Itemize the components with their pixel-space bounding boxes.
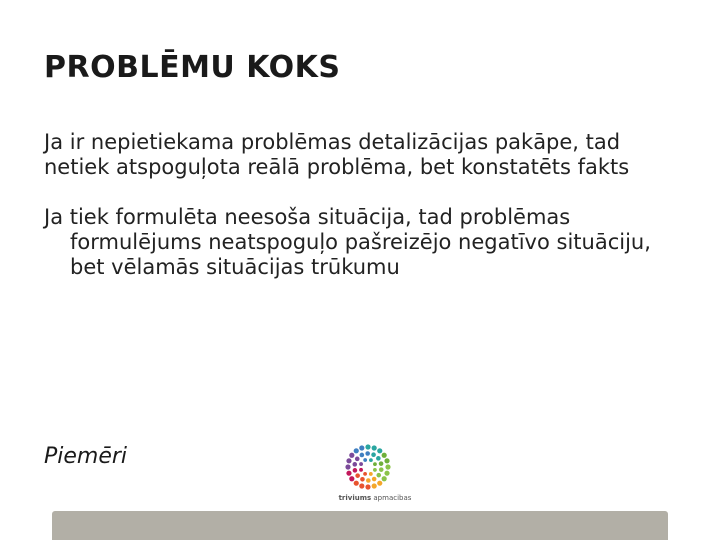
logo-dot <box>365 451 370 456</box>
logo-dot <box>360 477 365 482</box>
logo-dot <box>359 462 363 466</box>
logo-dot <box>354 448 359 453</box>
logo-dot <box>377 481 382 486</box>
logo-dot <box>365 484 370 489</box>
logo-dot <box>369 458 373 462</box>
logo-dot <box>377 448 382 453</box>
logo-dot <box>379 467 384 472</box>
logo-dot <box>382 476 387 481</box>
logo-text <box>330 494 420 502</box>
logo-dot <box>372 483 377 488</box>
logo-dot <box>385 464 390 469</box>
paragraph-line: Ja ir nepietiekama problēmas detalizācijas pakāpe, tad <box>44 130 621 154</box>
logo-dot <box>352 462 357 467</box>
logo-dot <box>346 458 351 463</box>
logo-dot <box>384 458 389 463</box>
logo-dot <box>366 478 371 483</box>
logo-dot <box>369 472 373 476</box>
examples-label: Piemēri <box>44 444 128 469</box>
paragraph-spacer <box>44 180 684 205</box>
logo-dot <box>363 472 367 476</box>
logo-dot <box>379 461 384 466</box>
logo-dot <box>384 471 389 476</box>
logo-dot <box>371 452 376 457</box>
logo-dot <box>382 453 387 458</box>
footer-bar <box>52 511 668 540</box>
logo-dot <box>360 453 365 458</box>
logo-dot <box>354 481 359 486</box>
logo-dot <box>353 468 358 473</box>
logo-dot <box>359 468 363 472</box>
logo-dot <box>345 464 350 469</box>
logo-dot <box>376 473 381 478</box>
logo-dot <box>372 477 377 482</box>
logo-dot <box>359 483 364 488</box>
logo-dot <box>376 456 381 461</box>
logo-name-rest: apmacibas <box>371 494 412 502</box>
logo-name-bold: triviums <box>338 494 372 502</box>
logo-dot <box>373 462 377 466</box>
logo-dot <box>355 473 360 478</box>
triviums-logo <box>330 443 420 505</box>
slide-title: PROBLĒMU KOKS <box>44 50 341 85</box>
logo-dot <box>372 445 377 450</box>
logo-dot <box>359 445 364 450</box>
logo-mark-icon <box>338 443 398 493</box>
logo-dot <box>373 468 377 472</box>
paragraph: Ja tiek formulēta neesoša situācija, tad problēmas formulējums neatspoguļo pašreizējo negatīvo situāciju, bet vēlamās situācijas trūkumu <box>44 205 651 279</box>
slide-body <box>44 130 684 280</box>
logo-dot <box>355 457 360 462</box>
logo-dot <box>346 471 351 476</box>
logo-dot <box>365 444 370 449</box>
logo-dot <box>349 476 354 481</box>
paragraph-line: netiek atspoguļota reālā problēma, bet konstatēts fakts <box>44 155 630 179</box>
logo-dot <box>363 458 367 462</box>
logo-dot <box>349 453 354 458</box>
